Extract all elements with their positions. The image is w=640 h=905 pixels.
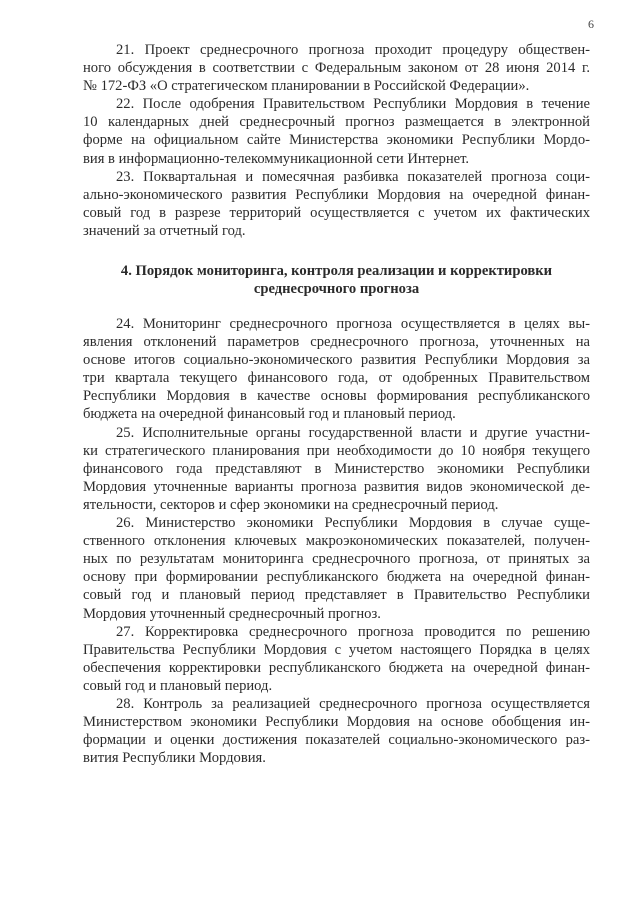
paragraph-line: формации и оценки достижения показателей социально-экономического раз- xyxy=(83,732,590,749)
paragraph-line: бюджета на очередной финансовый год и плановый период. xyxy=(83,406,456,423)
paragraph-line: ятельности, секторов и сфер экономики на среднесрочный период. xyxy=(83,496,499,513)
paragraph-line: значений за отчетный год. xyxy=(83,222,246,239)
paragraph-line: 23. Поквартальная и помесячная разбивка показателей прогноза соци- xyxy=(116,168,590,185)
paragraph-p26 xyxy=(83,514,590,623)
paragraph-line: явления отклонений параметров среднесрочного прогноза, уточненных на xyxy=(83,334,590,351)
paragraph-p25 xyxy=(83,424,590,514)
paragraph-line: Мордовия уточненный среднесрочный прогноз. xyxy=(83,605,381,622)
paragraph-line: 25. Исполнительные органы государственной власти и другие участни- xyxy=(116,424,590,441)
section-heading-line-2: среднесрочного прогноза xyxy=(253,281,420,298)
paragraph-line: основу при формировании республиканского бюджета на очередной финан- xyxy=(83,569,590,586)
paragraph-line: 21. Проект среднесрочного прогноза проходит процедуру обществен- xyxy=(116,42,590,58)
section-heading-line-1: 4. Порядок мониторинга, контроля реализации и корректировки xyxy=(120,263,553,279)
paragraph-line: совый год и плановый период представляет в Правительство Республики xyxy=(83,587,590,604)
paragraph-line: 27. Корректировка среднесрочного прогноза проводится по решению xyxy=(116,623,590,640)
paragraphs-after-heading xyxy=(83,315,590,767)
paragraph-line: форме на официальном сайте Министерства экономики Республики Мордо- xyxy=(83,132,590,149)
paragraph-line: № 172-ФЗ «О стратегическом планировании в Российской Федерации». xyxy=(83,78,530,95)
paragraph-line: вития Республики Мордовия. xyxy=(83,750,266,767)
paragraph-line: совый год и плановый период. xyxy=(83,677,273,694)
paragraph-line: три квартала текущего финансового года, от одобренных Правительством xyxy=(83,370,590,387)
section-heading xyxy=(83,262,590,298)
paragraph-line: ки стратегического планирования при необходимости до 10 ноября текущего xyxy=(83,442,590,459)
paragraph-p22 xyxy=(83,95,590,167)
paragraph-p27 xyxy=(83,623,590,695)
paragraph-line: 24. Мониторинг среднесрочного прогноза осуществляется в целях вы- xyxy=(116,316,590,332)
paragraph-line: 10 календарных дней среднесрочный прогноз размещается в электронной xyxy=(83,114,590,131)
paragraph-p28 xyxy=(83,695,590,767)
paragraph-p23 xyxy=(83,168,590,240)
paragraphs-before-heading xyxy=(83,41,590,240)
page-number: 6 xyxy=(588,17,594,31)
paragraph-line: вия в информационно-телекоммуникационной сети Интернет. xyxy=(83,150,470,167)
paragraph-line: 28. Контроль за реализацией среднесрочного прогноза осуществляется xyxy=(116,695,590,712)
paragraph-line: 22. После одобрения Правительством Республики Мордовия в течение xyxy=(116,96,590,113)
paragraph-line: финансового года представляют в Министерство экономики Республики xyxy=(83,460,590,477)
paragraph-line: ного обсуждения в соответствии с Федеральным законом от 28 июня 2014 г. xyxy=(83,60,590,77)
paragraph-line: совый год в разрезе территорий осуществляется с учетом их фактических xyxy=(83,204,590,221)
paragraph-line: Министерством экономики Республики Мордовия на основе обобщения ин- xyxy=(83,714,590,731)
paragraph-p24 xyxy=(83,315,590,424)
paragraph-line: Правительства Республики Мордовия с учетом настоящего Порядка в целях xyxy=(83,641,590,658)
paragraph-line: ных по результатам мониторинга среднесрочного прогноза, от принятых за xyxy=(83,551,590,568)
paragraph-line: Мордовия уточненные варианты прогноза развития видов экономической де- xyxy=(83,478,590,495)
paragraph-line: Республики Мордовия в качестве основы формирования республиканского xyxy=(83,388,590,405)
paragraph-line: основе итогов социально-экономического развития Республики Мордовия за xyxy=(83,352,590,369)
paragraph-line: обеспечения корректировки республиканского бюджета на очередной финан- xyxy=(83,659,590,676)
paragraph-line: ственного отклонения ключевых макроэкономических показателей, получен- xyxy=(83,533,590,550)
paragraph-line: 26. Министерство экономики Республики Мордовия в случае суще- xyxy=(116,515,590,532)
paragraph-p21 xyxy=(83,41,590,95)
paragraph-line: ально-экономического развития Республики Мордовия на очередной финан- xyxy=(83,186,590,203)
